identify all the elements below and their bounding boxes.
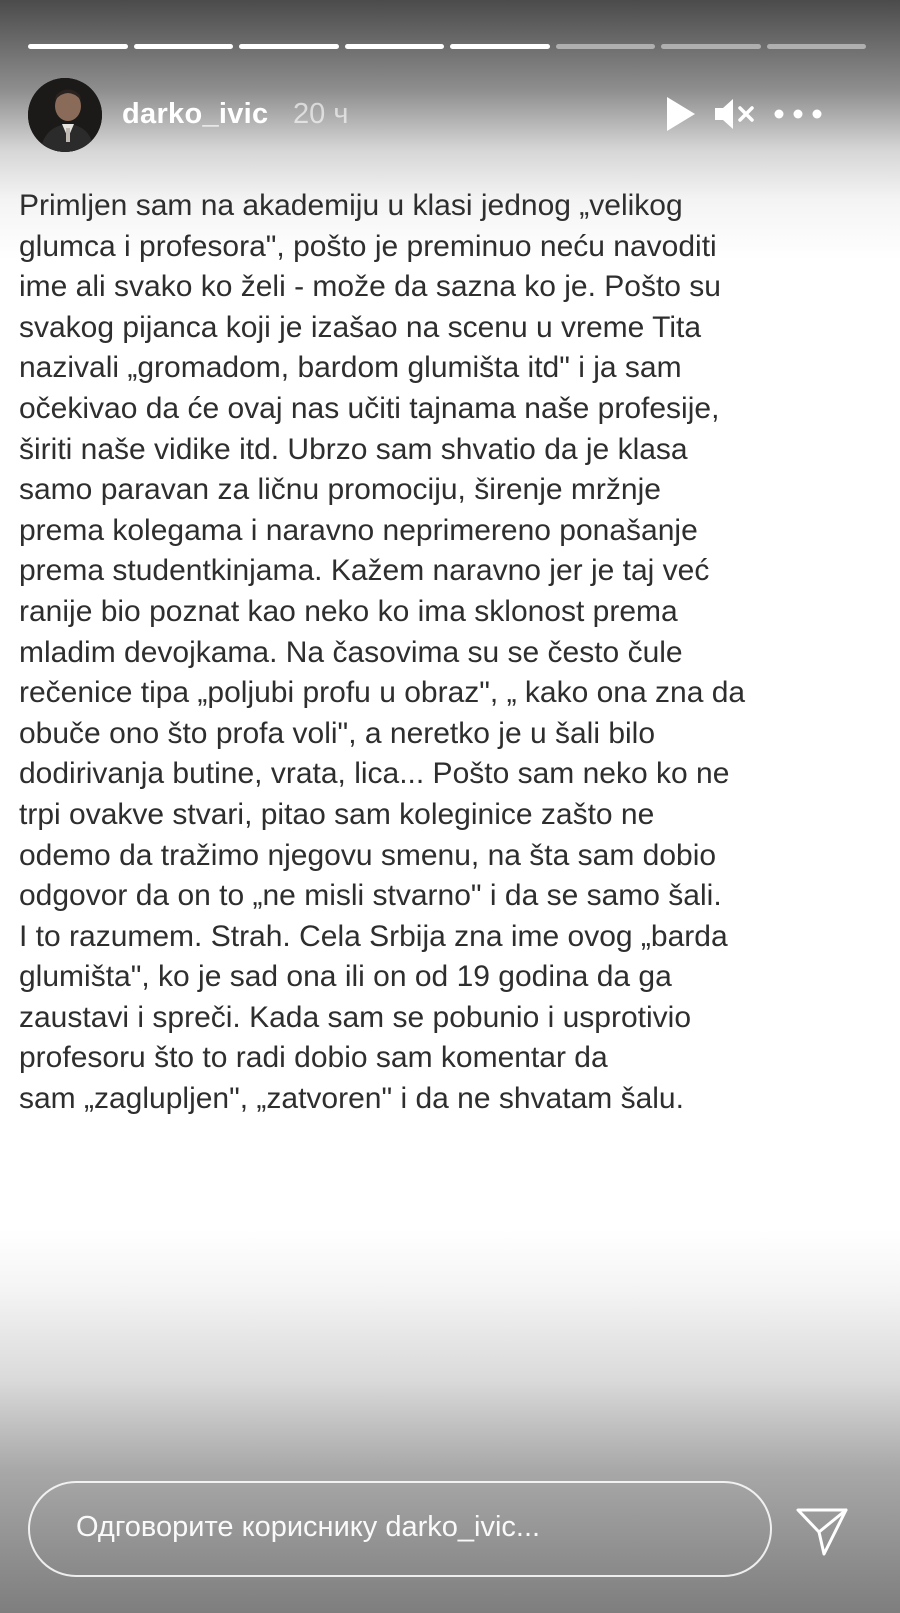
progress-segment: [556, 44, 656, 49]
reply-input[interactable]: [76, 1511, 716, 1544]
play-icon: [663, 95, 697, 133]
post-time: 20 ч: [293, 98, 349, 130]
progress-segment: [134, 44, 234, 49]
username[interactable]: darko_ivic: [122, 98, 269, 130]
progress-segment: [450, 44, 550, 49]
progress-segment: [661, 44, 761, 49]
mute-icon: [713, 95, 757, 133]
story-text: Primljen sam na akademiju u klasi jednog „velikog glumca i profesora", pošto je preminuo neću navoditi ime ali svako ko želi - može da sazna ko je. Pošto su svakog pijanca koji je izašao na scenu u vreme Tita nazivali „gromadom, bardom glumišta itd" i ja sam očekivao da će ovaj nas učiti tajnama naše profesije, širiti naše vidike itd. Ubrzo sam shvatio da je klasa samo paravan za ličnu promociju, širenje mržnje prema kolegama i naravno neprimereno ponašanje prema studentkinjama. Kažem naravno jer je taj već ranije bio poznat kao neko ko ima sklonost prema mladim devojkama. Na časovima su se često čule rečenice tipa „poljubi profu u obraz", „ kako ona zna da obuče ono što profa voli", a neretko je u šali bilo dodirivanja butine, vrata, lica... Pošto sam neko ko ne trpi ovakve stvari, pitao sam koleginice zašto ne odemo da tražimo njegovu smenu, na šta sam dobio odgovor da on to „ne misli stvarno" i da se samo šali. I to razumem. Strah. Cela Srbija zna ime ovog „barda glumišta", ko je sad ona ili on od 19 godina da ga zaustavi i spreči. Kada sam se pobunio i usprotivio profesoru što to radi dobio sam komentar da sam „zaglupljen", „zatvoren" i da ne shvatam šalu.: [19, 189, 746, 1116]
progress-segment: [239, 44, 339, 49]
more-options-button[interactable]: [768, 92, 828, 136]
avatar[interactable]: [28, 78, 102, 152]
progress-segment: [28, 44, 128, 49]
story-progress-bar: [28, 44, 866, 50]
send-icon: [794, 1502, 850, 1558]
more-icon: [773, 108, 823, 120]
progress-segment: [767, 44, 867, 49]
story-header: [28, 78, 872, 154]
reply-field[interactable]: [28, 1481, 772, 1577]
mute-button[interactable]: [710, 92, 760, 136]
send-button[interactable]: [794, 1502, 850, 1558]
play-button[interactable]: [658, 92, 702, 136]
progress-segment: [345, 44, 445, 49]
